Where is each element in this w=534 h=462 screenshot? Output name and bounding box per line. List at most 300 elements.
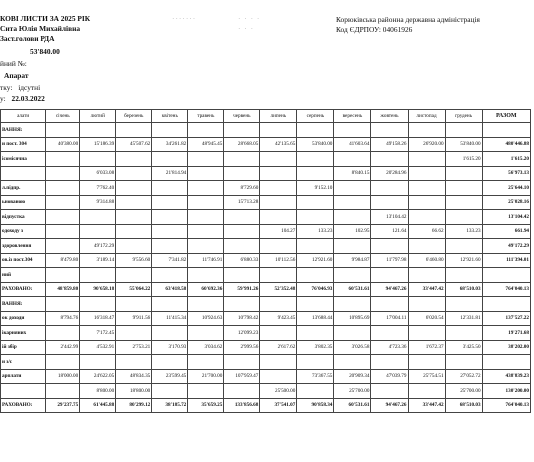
table-cell: 33'447.42 — [408, 398, 445, 413]
table-cell: 8'800.00 — [80, 384, 116, 399]
table-cell — [152, 181, 188, 196]
table-cell: 12'921.60 — [445, 253, 482, 268]
table-row — [1, 137, 531, 152]
table-cell — [445, 297, 482, 312]
table-cell: 34'261.82 — [152, 137, 188, 152]
table-cell — [260, 166, 297, 181]
table-cell — [297, 166, 334, 181]
table-cell — [80, 297, 116, 312]
table-cell: 7'341.82 — [152, 253, 188, 268]
table-cell — [46, 152, 80, 167]
table-cell — [116, 326, 152, 341]
table-cell: 3'802.35 — [297, 340, 334, 355]
table-cell — [188, 152, 224, 167]
table-cell — [297, 384, 334, 399]
row-label: РАХОВАНО: — [1, 398, 46, 413]
table-cell: 73'367.55 — [297, 369, 334, 384]
table-cell: 104.27 — [260, 224, 297, 239]
col-header-month: червень — [224, 110, 260, 123]
table-cell — [334, 268, 371, 283]
table-cell: 53'840.00 — [445, 137, 482, 152]
payroll-table — [0, 109, 531, 413]
table-cell: 4'723.36 — [371, 340, 408, 355]
table-cell — [46, 224, 80, 239]
table-cell: 10'895.69 — [334, 311, 371, 326]
table-cell: 55'064.22 — [116, 282, 152, 297]
table-cell: 3'026.58 — [334, 340, 371, 355]
table-cell — [188, 210, 224, 225]
table-cell — [152, 195, 188, 210]
table-cell: 53'840.00 — [297, 137, 334, 152]
table-cell: 11'746.91 — [188, 253, 224, 268]
table-cell: 3'170.93 — [152, 340, 188, 355]
table-cell: 80'299.12 — [116, 398, 152, 413]
row-label: арплати — [1, 369, 46, 384]
table-row — [1, 297, 531, 312]
col-header-month: лютий — [80, 110, 116, 123]
table-cell: 20'284.96 — [371, 166, 408, 181]
row-label: РАХОВАНО: — [1, 282, 46, 297]
table-cell — [152, 297, 188, 312]
table-cell — [188, 123, 224, 138]
table-cell: 12'099.23 — [224, 326, 260, 341]
table-cell: 37'541.07 — [260, 398, 297, 413]
table-row — [1, 181, 531, 196]
table-cell — [408, 384, 445, 399]
col-header-payment: алати — [1, 110, 46, 123]
table-cell — [445, 210, 482, 225]
reason-row — [0, 83, 40, 92]
table-cell: 15'186.39 — [80, 137, 116, 152]
table-row — [1, 210, 531, 225]
table-cell — [152, 384, 188, 399]
table-cell — [46, 195, 80, 210]
table-cell: 59'991.26 — [224, 282, 260, 297]
col-header-month: квітень — [152, 110, 188, 123]
salary-amount: 53'840.00 — [30, 47, 60, 56]
table-cell — [188, 355, 224, 370]
table-cell: 23'599.45 — [152, 369, 188, 384]
col-header-month: січень — [46, 110, 80, 123]
table-cell — [408, 166, 445, 181]
table-cell: 42'135.65 — [260, 137, 297, 152]
table-cell: 3'034.62 — [188, 340, 224, 355]
table-cell — [408, 195, 445, 210]
table-cell: 76'046.93 — [297, 282, 334, 297]
table-cell: 10'112.56 — [260, 253, 297, 268]
table-cell — [260, 326, 297, 341]
col-header-total: РАЗОМ — [482, 110, 530, 123]
table-cell — [188, 195, 224, 210]
table-cell — [80, 268, 116, 283]
table-cell — [152, 224, 188, 239]
table-cell — [445, 123, 482, 138]
table-row — [1, 282, 531, 297]
date-label: у: — [0, 94, 6, 103]
edrpou-code: Код ЄДРПОУ: 04061926 — [336, 25, 413, 34]
table-cell: 133.23 — [445, 224, 482, 239]
table-cell: 8'479.80 — [46, 253, 80, 268]
row-label: ьнованою — [1, 195, 46, 210]
table-cell: 8'729.60 — [224, 181, 260, 196]
row-total-cell: 25'644.10 — [482, 181, 530, 196]
table-cell: 38'185.72 — [152, 398, 188, 413]
table-cell — [152, 355, 188, 370]
table-cell: 94'467.26 — [371, 282, 408, 297]
table-cell — [116, 297, 152, 312]
statement-title: КОВІ ЛИСТИ ЗА 2025 РІК — [0, 14, 91, 23]
table-cell — [334, 210, 371, 225]
table-cell — [80, 152, 116, 167]
col-header-month: березень — [116, 110, 152, 123]
table-cell: 68'510.03 — [445, 282, 482, 297]
table-cell: 7'172.45 — [80, 326, 116, 341]
table-cell — [371, 355, 408, 370]
table-cell: 9'984.87 — [334, 253, 371, 268]
table-cell — [46, 210, 80, 225]
table-cell — [371, 297, 408, 312]
table-cell — [188, 166, 224, 181]
table-cell — [371, 384, 408, 399]
table-cell: 16'318.47 — [80, 311, 116, 326]
row-label: и з/с — [1, 355, 46, 370]
row-total-cell — [482, 297, 530, 312]
table-cell — [152, 152, 188, 167]
organization-name: Корюківська районна державна адміністрація — [336, 15, 480, 24]
table-cell — [445, 166, 482, 181]
table-cell: 1'672.37 — [408, 340, 445, 355]
table-row — [1, 398, 531, 413]
table-cell — [152, 210, 188, 225]
table-cell — [46, 326, 80, 341]
table-cell — [334, 239, 371, 254]
table-cell — [371, 326, 408, 341]
table-cell: 9'152.10 — [297, 181, 334, 196]
table-cell: 25'700.00 — [445, 384, 482, 399]
table-cell — [224, 210, 260, 225]
table-cell — [408, 239, 445, 254]
row-total-cell: 438'839.23 — [482, 369, 530, 384]
row-label: л.підпр. — [1, 181, 46, 196]
row-total-cell: 764'040.13 — [482, 282, 530, 297]
table-cell — [408, 355, 445, 370]
date-value: 22.03.2022 — [11, 94, 45, 103]
table-cell: 2'442.99 — [46, 340, 80, 355]
table-cell — [116, 210, 152, 225]
table-cell: 18'800.00 — [116, 384, 152, 399]
table-header-row — [1, 110, 531, 123]
table-cell — [224, 297, 260, 312]
scan-mark-1: ······· — [172, 14, 197, 23]
table-row — [1, 152, 531, 167]
table-cell — [371, 195, 408, 210]
table-cell: 25'754.51 — [408, 369, 445, 384]
table-cell: 94'467.26 — [371, 398, 408, 413]
row-total-cell: 13'104.42 — [482, 210, 530, 225]
table-cell — [334, 152, 371, 167]
row-total-cell: 130'200.00 — [482, 384, 530, 399]
col-header-month: серпень — [297, 110, 334, 123]
table-cell: 35'659.25 — [188, 398, 224, 413]
row-label: одоходу з — [1, 224, 46, 239]
table-cell — [80, 123, 116, 138]
table-cell: 61'445.88 — [80, 398, 116, 413]
table-cell: 60'692.36 — [188, 282, 224, 297]
row-label: ок доходи — [1, 311, 46, 326]
table-cell — [116, 239, 152, 254]
row-total-cell: 1'615.20 — [482, 152, 530, 167]
table-cell: 45'507.62 — [116, 137, 152, 152]
row-label: ВАННЯ: — [1, 297, 46, 312]
table-row — [1, 239, 531, 254]
table-cell: 47'039.79 — [371, 369, 408, 384]
row-total-cell: 25'028.16 — [482, 195, 530, 210]
table-cell: 2'999.56 — [224, 340, 260, 355]
table-cell — [116, 166, 152, 181]
row-total-cell: 137'527.22 — [482, 311, 530, 326]
table-cell — [224, 355, 260, 370]
table-cell: 63'418.58 — [152, 282, 188, 297]
table-cell — [260, 181, 297, 196]
table-cell — [408, 268, 445, 283]
table-cell — [224, 239, 260, 254]
table-cell — [188, 384, 224, 399]
row-total-cell: 19'271.68 — [482, 326, 530, 341]
table-cell: 12'921.60 — [297, 253, 334, 268]
row-label: и пост. 304 — [1, 137, 46, 152]
table-cell: 9'911.56 — [116, 311, 152, 326]
table-cell — [445, 239, 482, 254]
table-cell — [188, 181, 224, 196]
table-cell — [297, 326, 334, 341]
table-cell — [297, 239, 334, 254]
table-cell — [46, 123, 80, 138]
table-cell: 18'000.00 — [46, 369, 80, 384]
table-cell — [297, 152, 334, 167]
table-cell — [46, 355, 80, 370]
table-cell — [334, 195, 371, 210]
table-cell — [152, 268, 188, 283]
table-cell: 11'797.98 — [371, 253, 408, 268]
table-cell — [260, 297, 297, 312]
table-cell: 8'840.15 — [334, 166, 371, 181]
row-total-cell — [482, 268, 530, 283]
table-cell: 21'814.94 — [152, 166, 188, 181]
table-cell: 49'158.26 — [371, 137, 408, 152]
row-label — [1, 384, 46, 399]
table-cell — [334, 326, 371, 341]
table-row — [1, 195, 531, 210]
table-cell: 9'423.45 — [260, 311, 297, 326]
table-cell — [224, 224, 260, 239]
table-cell — [260, 355, 297, 370]
table-cell: 27'052.72 — [445, 369, 482, 384]
table-cell: 7'762.40 — [80, 181, 116, 196]
table-cell: 133.23 — [297, 224, 334, 239]
table-cell: 11'415.34 — [152, 311, 188, 326]
table-cell: 133'856.68 — [224, 398, 260, 413]
row-label — [1, 166, 46, 181]
row-label: ний — [1, 268, 46, 283]
table-cell — [334, 355, 371, 370]
table-row — [1, 340, 531, 355]
table-cell: 6'020.54 — [408, 311, 445, 326]
col-header-month: липень — [260, 110, 297, 123]
table-cell — [46, 166, 80, 181]
table-cell: 48'859.80 — [46, 282, 80, 297]
table-cell — [80, 224, 116, 239]
table-cell: 9'556.60 — [116, 253, 152, 268]
table-cell — [334, 297, 371, 312]
table-cell: 4'532.91 — [80, 340, 116, 355]
table-cell — [445, 181, 482, 196]
table-cell — [408, 210, 445, 225]
row-total-cell — [482, 123, 530, 138]
table-cell: 68'510.03 — [445, 398, 482, 413]
col-header-month: листопад — [408, 110, 445, 123]
table-cell: 3'189.14 — [80, 253, 116, 268]
col-header-month: травень — [188, 110, 224, 123]
table-cell: 24'622.05 — [80, 369, 116, 384]
table-cell — [297, 210, 334, 225]
reason-value: ідсутні — [18, 83, 41, 92]
table-cell — [260, 369, 297, 384]
table-cell: 29'237.75 — [46, 398, 80, 413]
table-cell — [116, 195, 152, 210]
table-cell: 48'945.45 — [188, 137, 224, 152]
table-cell — [260, 123, 297, 138]
table-cell — [371, 123, 408, 138]
table-cell: 52'352.48 — [260, 282, 297, 297]
table-cell: 48'834.35 — [116, 369, 152, 384]
table-cell: 49'172.29 — [80, 239, 116, 254]
table-row — [1, 268, 531, 283]
table-cell — [152, 239, 188, 254]
table-cell — [445, 195, 482, 210]
table-cell — [116, 355, 152, 370]
row-total-cell: 764'040.13 — [482, 398, 530, 413]
row-label: ВАННЯ: — [1, 123, 46, 138]
row-label: ікарняних — [1, 326, 46, 341]
table-cell: 9'314.88 — [80, 195, 116, 210]
table-cell: 2'617.62 — [260, 340, 297, 355]
table-cell — [80, 355, 116, 370]
scan-mark-2: · · · · — [238, 14, 261, 23]
table-cell — [260, 195, 297, 210]
table-cell: 21'700.00 — [188, 369, 224, 384]
table-cell — [408, 123, 445, 138]
table-cell — [260, 210, 297, 225]
row-label: ов.із пост.304 — [1, 253, 46, 268]
table-cell — [46, 268, 80, 283]
table-cell: 12'331.81 — [445, 311, 482, 326]
department-name: Апарат — [4, 71, 29, 80]
table-row — [1, 384, 531, 399]
table-row — [1, 311, 531, 326]
table-cell: 6'033.08 — [80, 166, 116, 181]
table-cell: 102.95 — [334, 224, 371, 239]
table-cell: 6'880.33 — [224, 253, 260, 268]
table-cell: 28'668.05 — [224, 137, 260, 152]
table-cell — [116, 123, 152, 138]
row-label: відпустка — [1, 210, 46, 225]
table-cell — [188, 224, 224, 239]
table-cell: 25'500.00 — [260, 384, 297, 399]
table-cell — [334, 181, 371, 196]
table-cell — [445, 355, 482, 370]
table-cell — [46, 239, 80, 254]
row-total-cell — [482, 355, 530, 370]
employee-name: Сита Юлія Михайлівна — [0, 24, 81, 33]
row-label: здоровлення — [1, 239, 46, 254]
table-row — [1, 224, 531, 239]
employee-position: Заст.голови РДА — [0, 34, 55, 43]
table-cell: 90'858.34 — [297, 398, 334, 413]
scan-mark-3: · · · — [238, 24, 255, 33]
table-row — [1, 166, 531, 181]
table-cell — [408, 181, 445, 196]
row-total-cell: 661.94 — [482, 224, 530, 239]
table-cell: 41'603.64 — [334, 137, 371, 152]
table-cell: 10'924.63 — [188, 311, 224, 326]
table-cell — [188, 326, 224, 341]
table-cell — [297, 268, 334, 283]
table-cell — [371, 181, 408, 196]
table-cell — [224, 384, 260, 399]
table-cell — [188, 268, 224, 283]
table-cell: 40'380.00 — [46, 137, 80, 152]
table-cell: 17'004.11 — [371, 311, 408, 326]
table-cell — [371, 239, 408, 254]
row-total-cell: 111'394.01 — [482, 253, 530, 268]
table-cell — [334, 123, 371, 138]
table-cell — [188, 297, 224, 312]
table-cell — [224, 123, 260, 138]
table-cell: 60'531.61 — [334, 398, 371, 413]
table-cell — [80, 210, 116, 225]
table-cell: 15'713.28 — [224, 195, 260, 210]
table-cell — [116, 152, 152, 167]
table-cell — [260, 152, 297, 167]
table-row — [1, 369, 531, 384]
table-cell — [46, 297, 80, 312]
table-cell — [371, 152, 408, 167]
tab-number-label: йний №: — [0, 59, 27, 68]
table-cell — [371, 268, 408, 283]
table-cell: 13'104.42 — [371, 210, 408, 225]
table-row — [1, 123, 531, 138]
table-cell — [188, 239, 224, 254]
table-cell — [46, 384, 80, 399]
table-cell — [152, 123, 188, 138]
table-cell: 10'798.42 — [224, 311, 260, 326]
col-header-month: жовтень — [371, 110, 408, 123]
table-cell: 33'447.42 — [408, 282, 445, 297]
table-cell: 66.62 — [408, 224, 445, 239]
row-total-cell: 38'202.00 — [482, 340, 530, 355]
table-row — [1, 326, 531, 341]
table-cell — [116, 224, 152, 239]
table-cell: 13'688.44 — [297, 311, 334, 326]
col-header-month: грудень — [445, 110, 482, 123]
row-total-cell: 480'446.88 — [482, 137, 530, 152]
table-cell — [224, 268, 260, 283]
table-cell — [297, 297, 334, 312]
table-row — [1, 253, 531, 268]
table-cell: 26'920.00 — [408, 137, 445, 152]
table-cell: 8'794.76 — [46, 311, 80, 326]
table-cell — [445, 326, 482, 341]
